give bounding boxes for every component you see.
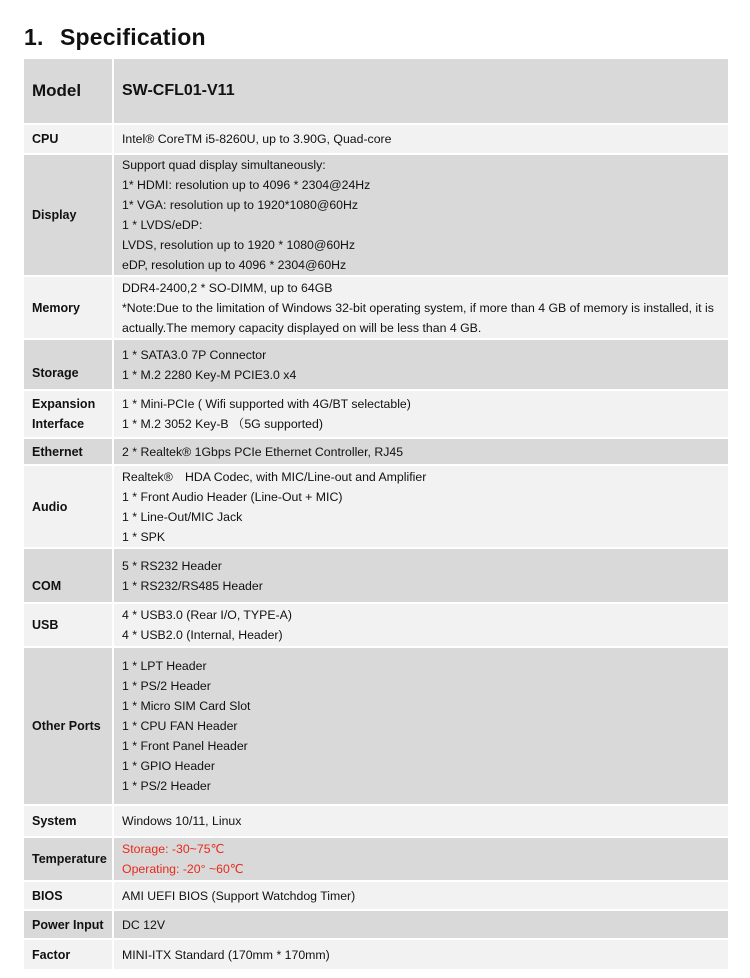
spec-line: 1 * Mini-PCIe ( Wifi supported with 4G/BT selectable) [122,397,411,411]
spec-line: Intel® CoreTM i5-8260U, up to 3.90G, Quad-core [122,132,392,146]
spec-line: DC 12V [122,917,166,932]
spec-row-storage [24,340,728,391]
spec-line: Windows 10/11, Linux [122,814,242,828]
spec-value [114,911,728,938]
section-heading [24,20,206,54]
spec-value [114,155,728,275]
spec-line: eDP, resolution up to 4096 * 2304@60Hz [122,258,347,272]
spec-row-com [24,549,728,604]
spec-value [114,806,728,836]
spec-line: 1 * RS232/RS485 Header [122,578,263,593]
spec-value [114,549,728,602]
spec-label-line: Expansion [32,397,96,411]
spec-line: 1 * M.2 2280 Key-M PCIE3.0 x4 [122,367,297,382]
spec-label [24,391,114,437]
spec-row-display [24,155,728,277]
spec-value [114,277,728,338]
spec-line: 1* HDMI: resolution up to 4096 * 2304@24Hz [122,178,371,192]
spec-line: 1 * CPU FAN Header [122,719,238,733]
spec-row-system [24,806,728,838]
spec-label: BIOS [24,882,114,909]
spec-value [114,882,728,909]
spec-row-ethernet [24,439,728,466]
spec-value [114,391,728,437]
spec-row-memory [24,277,728,340]
spec-row-factor [24,940,728,969]
spec-line: 1 * Micro SIM Card Slot [122,699,251,713]
spec-line: 1 * GPIO Header [122,759,215,773]
spec-line: 1 * Front Audio Header (Line-Out + MIC) [122,489,343,504]
operating-temperature: Operating: -20° ~60℃ [122,862,244,876]
spec-row-audio [24,466,728,549]
spec-row-expansion [24,391,728,439]
spec-label: Ethernet [24,439,114,464]
spec-label: Audio [24,466,114,547]
spec-label: Power Input [24,911,114,938]
spec-line: 1 * PS/2 Header [122,779,211,793]
spec-line: 1 * LVDS/eDP: [122,218,203,232]
spec-value [114,940,728,969]
spec-label: Display [24,155,114,275]
spec-row-usb [24,604,728,648]
spec-line: 1 * SPK [122,529,166,544]
spec-label: Storage [24,340,114,389]
spec-row-cpu [24,125,728,155]
spec-line: MINI-ITX Standard (170mm * 170mm) [122,947,330,962]
spec-value [114,125,728,153]
spec-row-power-input [24,911,728,940]
spec-value [114,604,728,646]
spec-line: 1 * Front Panel Header [122,739,248,753]
spec-line: DDR4-2400,2 * SO-DIMM, up to 64GB [122,280,333,295]
spec-label: Memory [24,277,114,338]
spec-line: 1 * Line-Out/MIC Jack [122,509,243,524]
spec-line: AMI UEFI BIOS (Support Watchdog Timer) [122,888,356,903]
spec-line: 1 * M.2 3052 Key-B （5G supported) [122,417,323,431]
spec-value [114,838,728,880]
spec-value [114,648,728,804]
spec-value [114,439,728,464]
spec-line: LVDS, resolution up to 1920 * 1080@60Hz [122,238,356,252]
spec-row-other-ports [24,648,728,806]
storage-temperature: Storage: -30~75℃ [122,842,225,856]
spec-label: System [24,806,114,836]
spec-label: CPU [24,125,114,153]
spec-line: Support quad display simultaneously: [122,158,326,172]
spec-line: 2 * Realtek® 1Gbps PCIe Ethernet Controller, RJ45 [122,444,404,459]
section-title: Specification [60,24,206,50]
spec-line: 1* VGA: resolution up to 1920*1080@60Hz [122,198,359,212]
spec-label: Model [24,59,114,123]
spec-value [114,59,728,123]
spec-label: Temperature [24,838,114,880]
spec-label: Other Ports [24,648,114,804]
spec-line: 4 * USB3.0 (Rear I/O, TYPE-A) [122,608,292,622]
spec-row-model [24,59,728,125]
spec-line: 5 * RS232 Header [122,558,222,573]
spec-label: COM [24,549,114,602]
model-name: SW-CFL01-V11 [122,82,235,99]
spec-line: 1 * SATA3.0 7P Connector [122,347,267,362]
spec-row-bios [24,882,728,911]
spec-label-line: Interface [32,417,85,431]
spec-line: 4 * USB2.0 (Internal, Header) [122,628,283,642]
spec-line: 1 * LPT Header [122,659,207,673]
spec-label: Factor [24,940,114,969]
spec-line: 1 * PS/2 Header [122,679,211,693]
spec-table [24,59,728,969]
spec-line: Realtek® HDA Codec, with MIC/Line-out and Amplifier [122,469,427,484]
spec-value [114,340,728,389]
spec-row-temperature [24,838,728,882]
spec-label: USB [24,604,114,646]
spec-line: *Note:Due to the limitation of Windows 32-bit operating system, if more than 4 GB of memory is installed, it is actually.The memory capacity displayed on will be less than 4 GB. [122,300,714,335]
section-number: 1. [24,24,44,50]
spec-value [114,466,728,547]
